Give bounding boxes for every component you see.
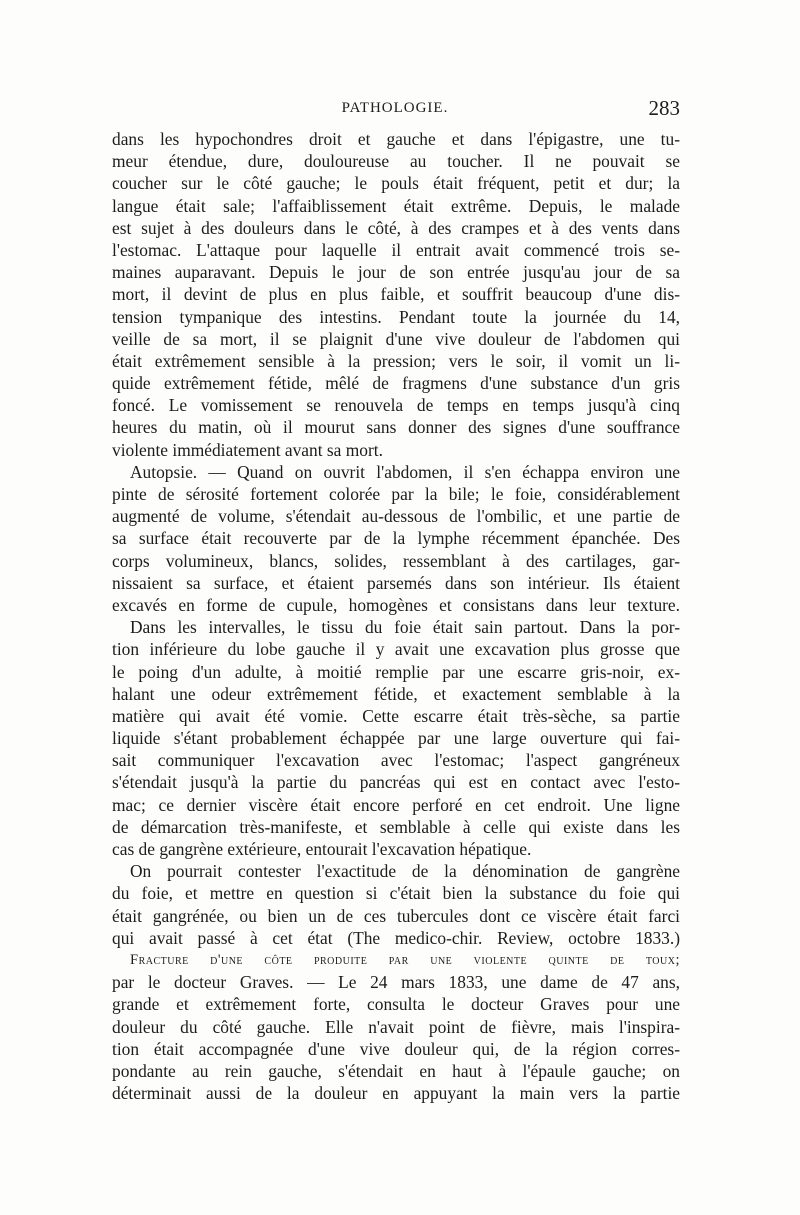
text-line: matière qui avait été vomie. Cette escarre était très-sèche, sa partie <box>112 705 680 726</box>
text-line: maines auparavant. Depuis le jour de son entrée jusqu'au jour de sa <box>112 262 680 283</box>
text-line: Autopsie. — Quand on ouvrit l'abdomen, il s'en échappa environ une <box>130 461 680 482</box>
text-line: heures du matin, où il mourut sans donner des signes d'une souffrance <box>112 417 680 438</box>
section-heading-line: Fracture d'une côte produite par une violente quinte de toux; <box>130 951 680 968</box>
text-line: grande et extrêmement forte, consulta le docteur Graves pour une <box>112 994 680 1015</box>
text-line: augmenté de volume, s'étendait au-dessous de l'ombilic, et une partie de <box>112 506 680 527</box>
text-line: tion était accompagnée d'une vive douleur qui, de la région corres- <box>112 1038 680 1059</box>
text-line: meur étendue, dure, douloureuse au toucher. Il ne pouvait se <box>112 151 680 172</box>
text-line: cas de gangrène extérieure, entourait l'excavation hépatique. <box>112 839 532 859</box>
text-line: déterminait aussi de la douleur en appuyant la main vers la partie <box>112 1083 680 1104</box>
page-number: 283 <box>648 96 680 120</box>
text-line: quide extrêmement fétide, mêlé de fragmens d'une substance d'un gris <box>112 373 680 394</box>
text-line: dans les hypochondres droit et gauche et dans l'épigastre, une tu- <box>112 129 680 149</box>
text-line: qui avait passé à cet état (The medico-chir. Review, octobre 1833.) <box>112 927 680 948</box>
text-line: violente immédiatement avant sa mort. <box>112 439 383 460</box>
text-line: nissaient sa surface, et étaient parsemés dans son intérieur. Ils étaient <box>112 572 680 593</box>
text-line: On pourrait contester l'exactitude de la dénomination de gangrène <box>130 861 680 882</box>
text-line: mac; ce dernier viscère était encore perforé en cet endroit. Une ligne <box>112 794 680 815</box>
text-line: le poing d'un adulte, à moitié remplie par une escarre gris-noir, ex- <box>112 661 680 682</box>
text-line: langue était sale; l'affaiblissement était extrême. Depuis, le malade <box>112 195 680 216</box>
text-line: par le docteur Graves. — Le 24 mars 1833, une dame de 47 ans, <box>112 972 680 993</box>
text-line: du foie, et mettre en question si c'était bien la substance du foie qui <box>112 883 680 904</box>
text-line: l'estomac. L'attaque pour laquelle il entrait avait commencé trois se- <box>112 239 680 260</box>
text-line: sait communiquer l'excavation avec l'estomac; l'aspect gangréneux <box>112 750 680 771</box>
text-line: foncé. Le vomissement se renouvela de temps en temps jusqu'à cinq <box>112 395 680 416</box>
text-line: veille de sa mort, il se plaignit d'une vive douleur de l'abdomen qui <box>112 328 680 349</box>
running-title: PATHOLOGIE. <box>341 100 449 116</box>
body-text <box>112 128 680 1104</box>
text-line: Dans les intervalles, le tissu du foie était sain partout. Dans la por- <box>130 617 680 638</box>
text-line: s'étendait jusqu'à la partie du pancréas qui est en contact avec l'esto- <box>112 772 680 793</box>
text-line: mort, il devint de plus en plus faible, et souffrit beaucoup d'une dis- <box>112 284 680 305</box>
text-line: pinte de sérosité fortement colorée par la bile; le foie, considérablement <box>112 484 680 504</box>
text-line: excavés en forme de cupule, homogènes et consistans dans leur texture. <box>112 594 680 615</box>
text-line: douleur du côté gauche. Elle n'avait point de fièvre, mais l'inspira- <box>112 1016 680 1037</box>
text-line: sa surface était recouverte par de la lymphe récemment épanchée. Des <box>112 528 680 549</box>
text-line: est sujet à des douleurs dans le côté, à des crampes et à des vents dans <box>112 217 680 238</box>
text-line: liquide s'étant probablement échappée par une large ouverture qui fai- <box>112 728 680 749</box>
text-line: coucher sur le côté gauche; le pouls était fréquent, petit et dur; la <box>112 173 680 194</box>
text-line: était extrêmement sensible à la pression; vers le soir, il vomit un li- <box>112 350 680 371</box>
text-line: tion inférieure du lobe gauche il y avait une excavation plus grosse que <box>112 639 680 660</box>
text-line: tension tympanique des intestins. Pendant toute la journée du 14, <box>112 306 680 327</box>
text-line: halant une odeur extrêmement fétide, et exactement semblable à la <box>112 683 680 704</box>
text-line: était gangrénée, ou bien un de ces tubercules dont ce viscère était farci <box>112 905 680 926</box>
text-line: pondante au rein gauche, s'étendait en haut à l'épaule gauche; on <box>112 1060 680 1081</box>
text-line: de démarcation très-manifeste, et semblable à celle qui existe dans les <box>112 816 680 837</box>
text-line: corps volumineux, blancs, solides, ressemblant à des cartilages, gar- <box>112 550 680 571</box>
page-header <box>110 96 680 126</box>
